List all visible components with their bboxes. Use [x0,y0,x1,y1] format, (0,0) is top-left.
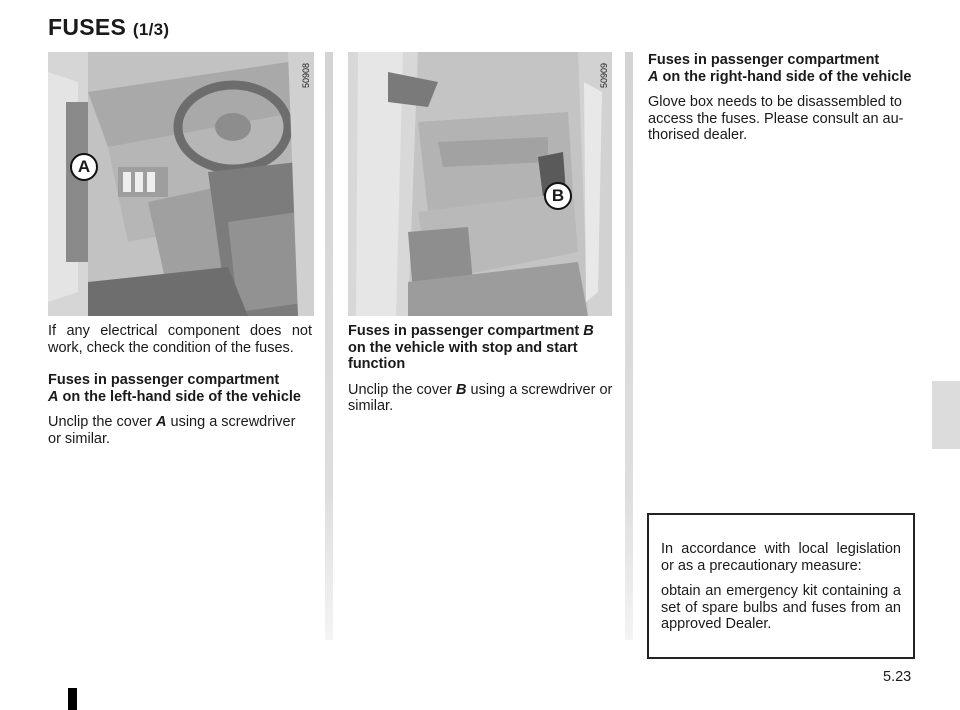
heading-text: on the left-hand side of the vehicle [62,388,301,405]
note-box [647,513,915,659]
driver-side-illustration [48,52,314,316]
page-title-part: (1/3) [132,20,170,39]
instruction-paragraph [348,382,614,415]
passenger-side-illustration [348,52,612,316]
column-1-text [48,323,312,447]
figure-passenger-side [348,52,612,316]
section-heading-left [48,372,312,405]
heading-text: on the vehicle with stop and start function [348,339,578,372]
heading-text: on the right-hand side of the vehicle [662,68,912,85]
callout-a: A [70,153,98,181]
callout-b: B [544,182,572,210]
section-heading-right [648,52,914,85]
instruction-text: Unclip the cover [348,381,452,398]
section-heading-middle [348,323,614,373]
figure-reference-code: 50908 [301,62,311,88]
instruction-letter: B [456,381,467,398]
instruction-text: using a screwdriver or similar. [348,381,613,414]
note-content [661,541,901,633]
page-title [48,14,169,41]
instruction-paragraph [48,414,312,447]
column-2-text [348,323,614,415]
page-edge-mark [68,688,77,710]
figure-reference-code: 50909 [599,62,609,88]
note-line-1: In accordance with local legislation or as a precautionary measure: [661,541,901,574]
note-line-2: obtain an emergency kit containing a set of spare bulbs and fuses from an approved Dealer. [661,583,901,632]
intro-paragraph: If any electrical component does not work, check the condition of the fuses. [48,323,312,356]
heading-text: Fuses in passenger compartment [648,52,880,68]
instruction-text: using a screwdriver or similar. [48,414,296,447]
heading-letter: B [583,323,594,339]
heading-text: Fuses in passenger compartment [48,372,280,388]
heading-letter: A [48,388,59,405]
column-divider-left [325,52,333,640]
heading-text: Fuses in passenger compartment [348,323,580,339]
figure-driver-side [48,52,314,316]
page-title-text: FUSES [48,14,127,40]
heading-letter: A [648,68,659,85]
instruction-text: Unclip the cover [48,414,152,430]
page-number: 5.23 [883,669,912,685]
chapter-tab [932,381,960,449]
instruction-letter: A [156,414,167,430]
column-divider-right [625,52,633,640]
column-3-text [648,52,914,144]
glove-box-paragraph: Glove box needs to be disassembled to access the fuses. Please consult an au-thorised dealer. [648,94,904,143]
